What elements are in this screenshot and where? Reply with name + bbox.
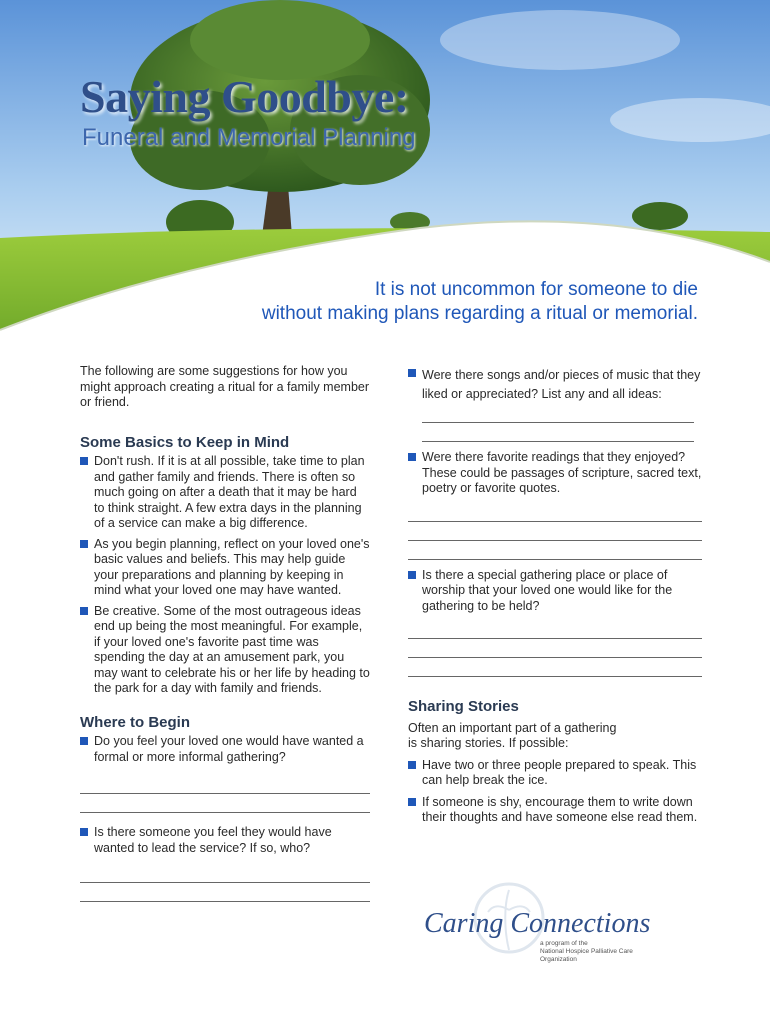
right-column (408, 366, 702, 826)
square-bullet-icon (408, 761, 416, 769)
answer-line[interactable] (408, 521, 702, 522)
stories-lead: Often an important part of a gathering is sharing stories. If possible: (408, 720, 617, 750)
answer-line[interactable] (408, 676, 702, 677)
list-item: As you begin planning, reflect on your loved one's basic values and beliefs. This may help guide your preparations and planning by keeping in mind what your loved one may have wanted. (80, 537, 370, 599)
page-title: Saying Goodbye: (80, 71, 409, 122)
questions-list-3 (408, 568, 702, 615)
intro-line-1: It is not uncommon for someone to die (374, 279, 698, 300)
square-bullet-icon (408, 798, 416, 806)
questions-list-2 (408, 450, 702, 497)
page-subtitle: Funeral and Memorial Planning (82, 124, 416, 151)
list-item: Is there a special gathering place or place of worship that your loved one would like for the gathering to be held? (408, 568, 702, 615)
answer-line[interactable] (408, 657, 702, 658)
list-item: Be creative. Some of the most outrageous ideas end up being the most meaningful. For example, if your loved one's favorite past time was spending the day at an amusement park, you may want to celebrate his or her life by heading to the park for a day with family and friends. (80, 604, 370, 697)
answer-line[interactable] (80, 793, 370, 794)
square-bullet-icon (80, 737, 88, 745)
answer-line[interactable] (408, 638, 702, 639)
intro-line-2: without making plans regarding a ritual or memorial. (261, 303, 698, 324)
square-bullet-icon (80, 540, 88, 548)
where-to-begin-heading: Where to Begin (80, 713, 191, 731)
answer-line[interactable] (80, 901, 370, 902)
basics-list (80, 454, 370, 697)
left-column (80, 364, 370, 902)
answer-line[interactable] (422, 441, 694, 442)
stories-list (408, 758, 702, 826)
logo-tagline: a program of the National Hospice Palliative Care Organization (540, 940, 633, 963)
basics-heading: Some Basics to Keep in Mind (80, 433, 290, 451)
sharing-stories-heading: Sharing Stories (408, 698, 519, 715)
square-bullet-icon (408, 369, 416, 377)
list-item: Were there songs and/or pieces of music that they liked or appreciated? List any and all ideas: (408, 366, 702, 404)
list-item: If someone is shy, encourage them to write down their thoughts and have someone else read them. (408, 795, 702, 826)
answer-line[interactable] (80, 882, 370, 883)
list-item: Do you feel your loved one would have wanted a formal or more informal gathering? (80, 734, 370, 765)
square-bullet-icon (408, 571, 416, 579)
list-item: Were there favorite readings that they enjoyed? These could be passages of scripture, sacred text, poetry or favorite quotes. (408, 450, 702, 497)
square-bullet-icon (408, 453, 416, 461)
list-item: Have two or three people prepared to speak. This can help break the ice. (408, 758, 702, 789)
begin-list-2 (80, 825, 370, 856)
square-bullet-icon (80, 457, 88, 465)
list-item: Don't rush. If it is at all possible, take time to plan and gather family and friends. There is often so much going on after a death that it may be hard to think straight. A few extra days in the planning of a service can make a big difference. (80, 454, 370, 532)
answer-line[interactable] (80, 812, 370, 813)
questions-list (408, 366, 702, 404)
answer-line[interactable] (422, 422, 694, 423)
square-bullet-icon (80, 607, 88, 615)
caring-connections-logo (424, 880, 664, 963)
logo-name: Caring Connections (424, 908, 651, 939)
answer-line[interactable] (408, 559, 702, 560)
intro-statement (178, 278, 698, 326)
answer-line[interactable] (408, 540, 702, 541)
list-item: Is there someone you feel they would have wanted to lead the service? If so, who? (80, 825, 370, 856)
begin-list (80, 734, 370, 765)
square-bullet-icon (80, 828, 88, 836)
lead-paragraph: The following are some suggestions for how you might approach creating a ritual for a family member or friend. (80, 364, 370, 409)
